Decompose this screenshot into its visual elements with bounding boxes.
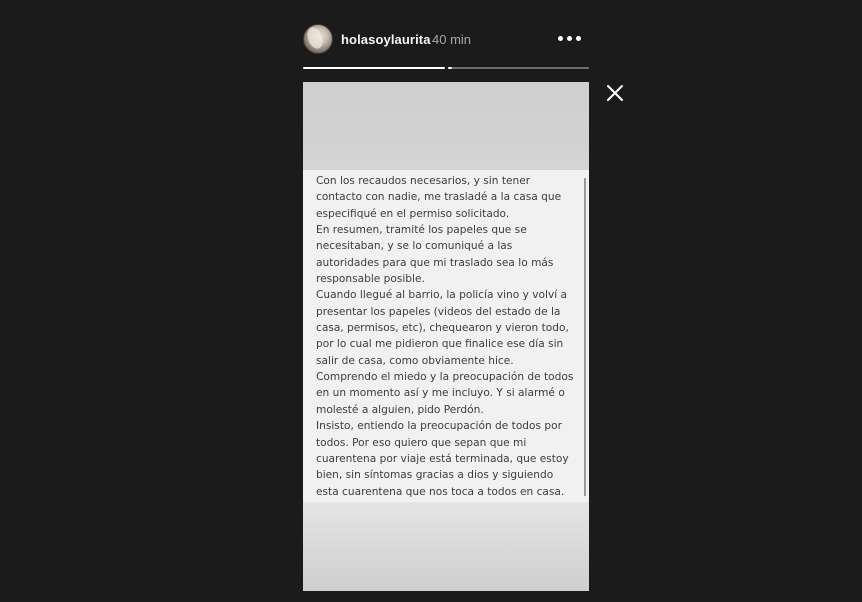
progress-segment-2-fill xyxy=(448,67,452,69)
progress-segment-2 xyxy=(448,67,589,69)
progress-segment-1 xyxy=(303,67,445,69)
story-content[interactable] xyxy=(303,82,589,591)
note-scrollbar xyxy=(584,178,586,496)
note-bottom-area xyxy=(303,502,589,591)
story-header xyxy=(303,22,593,56)
username[interactable]: holasoylaurita xyxy=(341,32,431,47)
note-screenshot xyxy=(303,170,589,502)
story-text: Con los recaudos necesarios, y sin tener contacto con nadie, me trasladé a la casa que especifiqué en el permiso solicitado. En resumen, tramité los papeles que se necesitaban, y se lo comuniqué a las autoridades para que mi traslado sea lo más responsable posible. Cuando llegué al barrio, la policía vino y volví a presentar los papeles (videos del estado de la casa, permisos, etc), chequearon y vieron todo, por lo cual me pidieron que finalice ese día sin salir de casa, como obviamente hice. Comprendo el miedo y la preocupación de todos en un momento así y me incluyo. Y si alarmé o molesté a alguien, pido Perdón. Insisto, entiendo la preocupación de todos por todos. Por eso quiero que sepan que mi cuarentena por viaje está terminada, que estoy bien, sin síntomas gracias a dios y siguiendo esta cuarentena que nos toca a todos en casa. xyxy=(316,175,574,498)
story-progress-bar xyxy=(303,67,589,70)
more-options-icon[interactable] xyxy=(558,36,582,42)
close-icon[interactable] xyxy=(604,82,626,104)
timestamp: 40 min xyxy=(432,32,472,47)
avatar[interactable] xyxy=(303,24,333,54)
